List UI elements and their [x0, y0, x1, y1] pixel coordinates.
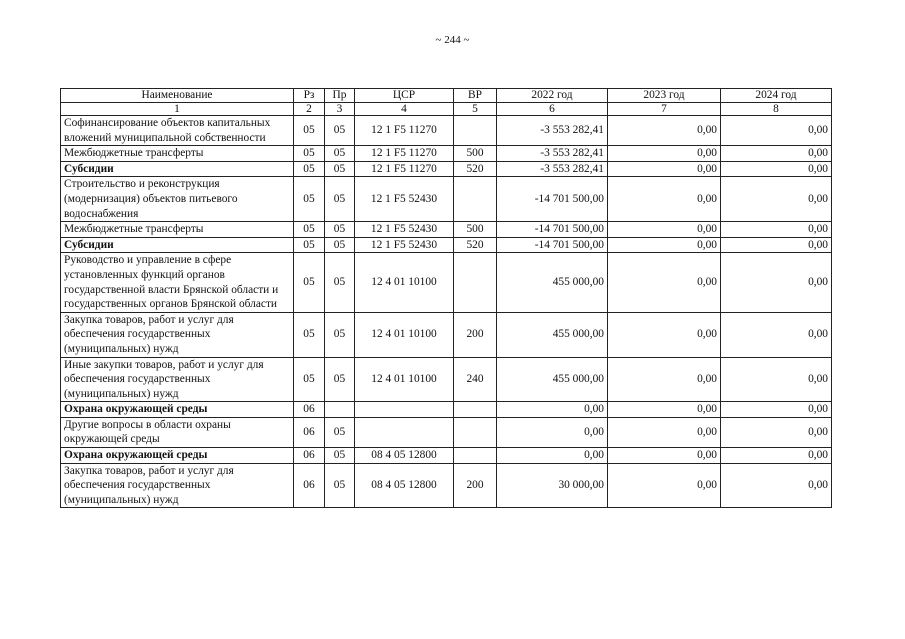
row-rz: 05: [294, 312, 325, 357]
row-2024: 0,00: [721, 146, 832, 162]
column-number: 4: [355, 103, 454, 116]
table-row: [61, 402, 832, 418]
row-csr: 12 1 F5 11270: [355, 161, 454, 177]
row-csr: 12 1 F5 52430: [355, 177, 454, 222]
row-pr: 05: [325, 312, 355, 357]
row-name: Строительство и реконструкция (модернизация) объектов питьевого водоснабжения: [61, 177, 294, 222]
row-2023: 0,00: [608, 417, 721, 447]
row-csr: [355, 402, 454, 418]
row-2022: 30 000,00: [497, 463, 608, 508]
row-name: Межбюджетные трансферты: [61, 146, 294, 162]
row-name: Закупка товаров, работ и услуг для обеспечения государственных (муниципальных) нужд: [61, 463, 294, 508]
row-rz: 05: [294, 222, 325, 238]
row-2023: 0,00: [608, 463, 721, 508]
row-2024: 0,00: [721, 161, 832, 177]
row-2022: 455 000,00: [497, 357, 608, 402]
row-2023: 0,00: [608, 448, 721, 464]
header-rz: Рз: [294, 89, 325, 103]
row-rz: 05: [294, 237, 325, 253]
row-2022: 0,00: [497, 448, 608, 464]
row-pr: 05: [325, 357, 355, 402]
row-2024: 0,00: [721, 116, 832, 146]
row-2024: 0,00: [721, 312, 832, 357]
row-rz: 05: [294, 177, 325, 222]
row-2024: 0,00: [721, 237, 832, 253]
row-vr: 240: [454, 357, 497, 402]
row-csr: 12 1 F5 52430: [355, 237, 454, 253]
row-csr: 12 4 01 10100: [355, 357, 454, 402]
row-2024: 0,00: [721, 402, 832, 418]
row-vr: [454, 417, 497, 447]
row-2023: 0,00: [608, 222, 721, 238]
header-2023: 2023 год: [608, 89, 721, 103]
row-2024: 0,00: [721, 253, 832, 312]
row-pr: 05: [325, 237, 355, 253]
table-row: [61, 222, 832, 238]
row-name: Руководство и управление в сфере установленных функций органов государственной власти Брянской области и государственных органов Брянской области: [61, 253, 294, 312]
row-rz: 05: [294, 161, 325, 177]
column-number: 5: [454, 103, 497, 116]
row-name: Охрана окружающей среды: [61, 402, 294, 418]
row-2023: 0,00: [608, 177, 721, 222]
row-2022: -3 553 282,41: [497, 161, 608, 177]
row-rz: 05: [294, 357, 325, 402]
header-vr: ВР: [454, 89, 497, 103]
row-2023: 0,00: [608, 161, 721, 177]
row-pr: 05: [325, 177, 355, 222]
table-row: [61, 177, 832, 222]
row-csr: 12 1 F5 11270: [355, 146, 454, 162]
row-vr: [454, 116, 497, 146]
row-pr: 05: [325, 222, 355, 238]
table-row: [61, 237, 832, 253]
column-number: 1: [61, 103, 294, 116]
row-2024: 0,00: [721, 448, 832, 464]
budget-table: [60, 88, 832, 508]
table-row: [61, 312, 832, 357]
row-pr: 05: [325, 463, 355, 508]
row-2024: 0,00: [721, 417, 832, 447]
table-row: [61, 146, 832, 162]
row-2022: 455 000,00: [497, 253, 608, 312]
row-name: Иные закупки товаров, работ и услуг для обеспечения государственных (муниципальных) нужд: [61, 357, 294, 402]
row-2023: 0,00: [608, 237, 721, 253]
row-name: Охрана окружающей среды: [61, 448, 294, 464]
row-vr: 520: [454, 161, 497, 177]
column-number: 6: [497, 103, 608, 116]
row-csr: 12 4 01 10100: [355, 312, 454, 357]
row-2023: 0,00: [608, 146, 721, 162]
row-rz: 05: [294, 253, 325, 312]
row-pr: 05: [325, 253, 355, 312]
row-vr: [454, 402, 497, 418]
row-pr: [325, 402, 355, 418]
header-row: [61, 89, 832, 103]
column-number: 2: [294, 103, 325, 116]
row-name: Закупка товаров, работ и услуг для обеспечения государственных (муниципальных) нужд: [61, 312, 294, 357]
header-csr: ЦСР: [355, 89, 454, 103]
column-number-row: [61, 103, 832, 116]
row-rz: 06: [294, 463, 325, 508]
row-2022: -14 701 500,00: [497, 237, 608, 253]
row-2022: -3 553 282,41: [497, 146, 608, 162]
row-2023: 0,00: [608, 116, 721, 146]
row-2024: 0,00: [721, 222, 832, 238]
header-2024: 2024 год: [721, 89, 832, 103]
row-name: Субсидии: [61, 237, 294, 253]
row-pr: 05: [325, 161, 355, 177]
row-2022: 455 000,00: [497, 312, 608, 357]
header-pr: Пр: [325, 89, 355, 103]
row-2024: 0,00: [721, 463, 832, 508]
table-row: [61, 161, 832, 177]
row-rz: 05: [294, 116, 325, 146]
header-2022: 2022 год: [497, 89, 608, 103]
table-row: [61, 448, 832, 464]
row-2023: 0,00: [608, 357, 721, 402]
table-row: [61, 116, 832, 146]
row-2024: 0,00: [721, 177, 832, 222]
row-rz: 06: [294, 417, 325, 447]
table-row: [61, 357, 832, 402]
table-row: [61, 463, 832, 508]
row-vr: 200: [454, 312, 497, 357]
column-number: 7: [608, 103, 721, 116]
row-rz: 05: [294, 146, 325, 162]
row-pr: 05: [325, 116, 355, 146]
column-number: 8: [721, 103, 832, 116]
header-name: Наименование: [61, 89, 294, 103]
row-name: Софинансирование объектов капитальных вложений муниципальной собственности: [61, 116, 294, 146]
row-2022: -14 701 500,00: [497, 177, 608, 222]
row-2024: 0,00: [721, 357, 832, 402]
row-2023: 0,00: [608, 253, 721, 312]
column-number: 3: [325, 103, 355, 116]
row-vr: 520: [454, 237, 497, 253]
row-csr: 12 1 F5 52430: [355, 222, 454, 238]
row-vr: [454, 448, 497, 464]
row-csr: 08 4 05 12800: [355, 463, 454, 508]
row-vr: 500: [454, 146, 497, 162]
row-rz: 06: [294, 402, 325, 418]
row-vr: 500: [454, 222, 497, 238]
table-row: [61, 417, 832, 447]
row-csr: 12 4 01 10100: [355, 253, 454, 312]
row-name: Субсидии: [61, 161, 294, 177]
page-number: ~ 244 ~: [435, 34, 470, 46]
row-2022: -3 553 282,41: [497, 116, 608, 146]
row-csr: 12 1 F5 11270: [355, 116, 454, 146]
row-2023: 0,00: [608, 312, 721, 357]
table-row: [61, 253, 832, 312]
row-name: Межбюджетные трансферты: [61, 222, 294, 238]
row-2023: 0,00: [608, 402, 721, 418]
row-pr: 05: [325, 146, 355, 162]
row-2022: 0,00: [497, 402, 608, 418]
row-2022: -14 701 500,00: [497, 222, 608, 238]
row-pr: 05: [325, 417, 355, 447]
row-pr: 05: [325, 448, 355, 464]
row-csr: 08 4 05 12800: [355, 448, 454, 464]
row-vr: [454, 253, 497, 312]
row-vr: 200: [454, 463, 497, 508]
row-csr: [355, 417, 454, 447]
row-2022: 0,00: [497, 417, 608, 447]
row-vr: [454, 177, 497, 222]
row-rz: 06: [294, 448, 325, 464]
row-name: Другие вопросы в области охраны окружающей среды: [61, 417, 294, 447]
